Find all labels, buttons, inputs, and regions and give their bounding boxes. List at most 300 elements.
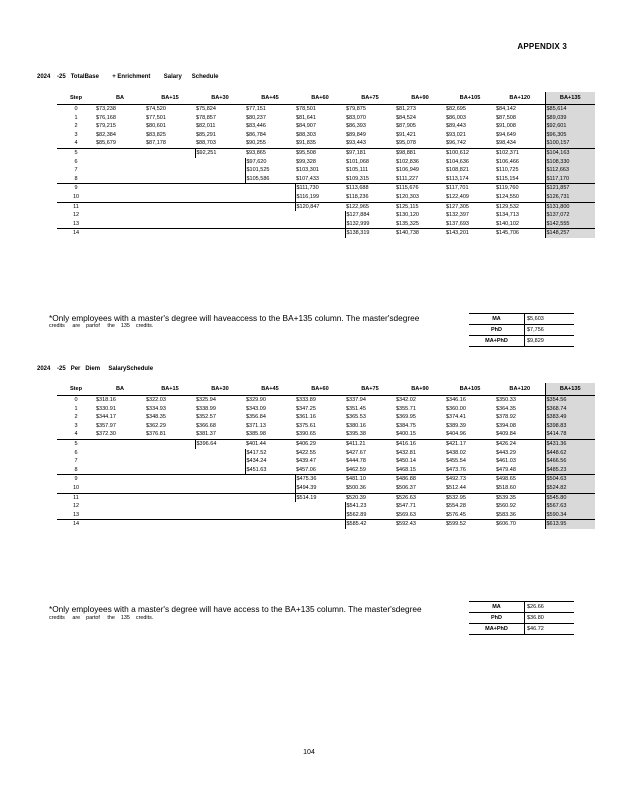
salary-cell: $462.59 <box>345 466 395 475</box>
table-row <box>57 229 595 238</box>
salary-cell: $448.62 <box>545 449 595 458</box>
salary-cell: $348.35 <box>146 414 166 421</box>
salary-cell: $426.24 <box>496 440 516 447</box>
salary-cell: $364.35 <box>496 405 516 412</box>
salary-cell <box>245 475 295 484</box>
salary-cell: $398.83 <box>545 422 595 431</box>
salary-cell: $362.29 <box>146 422 166 429</box>
stipend-label: MA+PhD <box>469 336 525 347</box>
salary-cell <box>95 439 145 448</box>
salary-cell <box>195 211 245 220</box>
salary-cell: $357.97 <box>96 422 116 429</box>
salary-cell <box>145 475 195 484</box>
salary-cell: $134,713 <box>496 212 519 219</box>
salary-cell: $333.89 <box>296 397 316 403</box>
stipend-value: $7,756 <box>525 325 575 336</box>
salary-cell <box>195 493 245 502</box>
step-cell: 9 <box>74 185 78 192</box>
salary-cell <box>195 466 245 475</box>
salary-cell <box>295 220 345 229</box>
salary-cell: $112,663 <box>545 166 595 175</box>
column-header: BA+135 <box>545 383 595 396</box>
salary-cell: $101,525 <box>245 166 295 175</box>
salary-cell: $132,999 <box>345 220 395 229</box>
salary-cell: $374.41 <box>446 414 466 421</box>
salary-cell: $409.84 <box>495 430 545 439</box>
column-header: BA <box>95 383 145 396</box>
salary-cell: $105,111 <box>346 167 369 174</box>
salary-cell: $466.56 <box>545 457 595 466</box>
salary-cell: $337.94 <box>346 397 366 403</box>
stipend-value: $26.66 <box>525 602 575 613</box>
salary-cell <box>195 520 245 529</box>
salary-cell <box>245 220 295 229</box>
salary-cell: $102,371 <box>496 149 519 156</box>
salary-cell: $93,443 <box>345 139 395 148</box>
salary-cell: $351.45 <box>346 405 366 412</box>
salary-cell <box>195 502 245 511</box>
salary-cell: $80,601 <box>146 123 166 130</box>
salary-cell: $89,443 <box>446 123 466 130</box>
step-cell: 2 <box>74 414 78 421</box>
step-cell: 1 <box>74 114 78 121</box>
salary-cell <box>95 475 145 484</box>
table-row <box>57 184 595 193</box>
table-row <box>57 439 595 448</box>
salary-cell: $105,586 <box>245 175 295 184</box>
step-cell: 14 <box>72 230 80 237</box>
salary-cell: $576.45 <box>445 511 495 520</box>
salary-cell: $132,397 <box>446 212 469 219</box>
salary-cell: $85,679 <box>95 139 145 148</box>
salary-cell <box>95 211 145 220</box>
table-row <box>57 105 595 114</box>
step-cell: 4 <box>57 139 95 148</box>
salary-cell <box>195 175 245 184</box>
salary-cell <box>295 211 345 220</box>
salary-cell: $606.70 <box>496 521 516 528</box>
step-cell: 8 <box>57 175 95 184</box>
salary-cell: $356.84 <box>246 414 266 421</box>
salary-cell: $560.92 <box>496 503 516 510</box>
salary-cell <box>95 202 145 211</box>
salary-cell: $88,703 <box>195 139 245 148</box>
salary-cell <box>245 502 295 511</box>
salary-cell <box>95 175 145 184</box>
salary-cell: $113,688 <box>346 185 369 192</box>
salary-cell: $526.63 <box>396 494 416 501</box>
column-header: BA+30 <box>195 383 245 396</box>
salary-cell: $524.82 <box>545 484 595 493</box>
salary-cell <box>245 484 295 493</box>
per-diem-note-line2: credits are partof the 135 credits. <box>49 615 154 621</box>
salary-cell: $338.99 <box>196 405 216 412</box>
table-row <box>57 122 595 131</box>
salary-cell: $512.44 <box>445 484 495 493</box>
salary-cell <box>195 475 245 484</box>
salary-cell: $592.43 <box>396 521 416 528</box>
salary-cell: $87,508 <box>496 114 516 121</box>
salary-cell: $78,501 <box>296 106 316 112</box>
step-cell: 0 <box>74 397 78 403</box>
column-header: BA+105 <box>445 92 495 105</box>
salary-cell <box>195 158 245 167</box>
salary-cell: $122,965 <box>346 203 369 210</box>
salary-cell: $411.21 <box>346 440 366 447</box>
salary-cell: $329.90 <box>246 397 266 403</box>
salary-cell <box>195 166 245 175</box>
salary-cell: $96,742 <box>445 139 495 148</box>
salary-cell: $97,181 <box>346 149 366 156</box>
salary-cell: $78,857 <box>196 114 216 121</box>
step-cell: 5 <box>74 149 78 156</box>
step-cell: 1 <box>74 405 78 412</box>
salary-cell: $81,273 <box>396 106 416 112</box>
salary-cell: $432.81 <box>396 449 416 456</box>
salary-cell <box>145 211 195 220</box>
step-cell: 4 <box>57 430 95 439</box>
salary-cell <box>145 439 195 448</box>
salary-cell: $92,251 <box>195 148 245 157</box>
salary-cell: $422.55 <box>296 449 316 456</box>
step-cell: 11 <box>73 203 79 210</box>
salary-cell: $506.37 <box>395 484 445 493</box>
step-cell: 7 <box>74 458 78 465</box>
salary-cell: $106,949 <box>396 167 419 174</box>
salary-cell: $486.88 <box>396 476 416 483</box>
stipend-row <box>469 613 574 624</box>
salary-cell: $115,154 <box>495 175 545 184</box>
step-cell: 12 <box>72 212 80 219</box>
stipend-value: $9,829 <box>525 336 575 347</box>
salary-cell: $547.71 <box>396 503 416 510</box>
table-row <box>57 405 595 414</box>
salary-cell: $91,008 <box>496 123 516 130</box>
salary-cell: $498.65 <box>496 476 516 483</box>
salary-cell: $121,857 <box>545 184 595 193</box>
salary-cell: $83,446 <box>246 123 266 130</box>
salary-cell: $98,881 <box>396 149 416 156</box>
salary-cell: $520.39 <box>346 494 366 501</box>
table-row <box>57 220 595 229</box>
salary-cell: $142,555 <box>545 220 595 229</box>
salary-cell: $479.48 <box>495 466 545 475</box>
salary-cell: $87,178 <box>145 139 195 148</box>
stipend-label: PhD <box>469 613 525 624</box>
salary-cell: $110,725 <box>496 167 519 174</box>
table-row <box>57 449 595 458</box>
salary-cell: $461.03 <box>496 458 516 465</box>
salary-cell: $372.30 <box>95 430 145 439</box>
salary-cell: $102,836 <box>396 158 419 165</box>
salary-cell: $541.23 <box>345 502 395 511</box>
salary-cell: $100,612 <box>446 149 469 156</box>
salary-cell: $380.16 <box>346 422 366 429</box>
salary-cell: $108,330 <box>545 158 595 167</box>
salary-cell: $85,291 <box>196 131 216 138</box>
salary-cell: $613.95 <box>545 520 595 529</box>
salary-cell: $81,641 <box>296 114 316 121</box>
salary-cell: $79,875 <box>346 106 366 112</box>
salary-cell: $361.16 <box>296 414 316 421</box>
salary-cell: $86,003 <box>446 114 466 121</box>
salary-cell: $124,550 <box>495 193 545 202</box>
salary-cell: $347.25 <box>296 405 316 412</box>
salary-cell: $82,384 <box>96 131 116 138</box>
salary-cell: $108,821 <box>446 167 469 174</box>
salary-cell <box>295 502 345 511</box>
salary-cell: $368.74 <box>545 405 595 414</box>
salary-cell <box>95 193 145 202</box>
salary-cell: $492.73 <box>446 476 466 483</box>
per-diem-schedule-title: 2024 -25 Per Diem SalarySchedule <box>37 366 154 372</box>
salary-cell: $127,884 <box>345 211 395 220</box>
table-row <box>57 175 595 184</box>
salary-cell: $106,466 <box>496 158 519 165</box>
salary-cell: $384.75 <box>396 422 416 429</box>
salary-cell: $120,847 <box>295 202 345 211</box>
stipend-row <box>469 624 574 635</box>
step-cell: 3 <box>74 422 78 429</box>
salary-cell: $468.15 <box>395 466 445 475</box>
salary-cell: $385.98 <box>245 430 295 439</box>
salary-cell: $371.13 <box>246 422 266 429</box>
step-cell: 11 <box>73 494 79 501</box>
stipend-value: $36.80 <box>525 613 575 624</box>
salary-cell: $93,021 <box>446 131 466 138</box>
salary-cell: $390.65 <box>295 430 345 439</box>
salary-cell: $350.33 <box>496 397 516 403</box>
salary-cell: $91,421 <box>396 131 416 138</box>
salary-cell: $117,170 <box>545 175 595 184</box>
salary-cell <box>195 193 245 202</box>
step-cell: 8 <box>57 466 95 475</box>
table-row <box>57 413 595 422</box>
salary-cell: $113,174 <box>445 175 495 184</box>
salary-cell: $138,319 <box>345 229 395 238</box>
per-diem-schedule-table <box>57 383 595 529</box>
salary-cell: $140,738 <box>396 230 419 237</box>
salary-cell <box>295 229 345 238</box>
salary-cell <box>95 484 145 493</box>
step-cell: 7 <box>74 167 78 174</box>
table-row <box>57 493 595 502</box>
salary-cell: $98,434 <box>495 139 545 148</box>
salary-cell: $90,255 <box>245 139 295 148</box>
table-row <box>57 466 595 475</box>
column-header: BA+75 <box>345 92 395 105</box>
salary-cell: $99,328 <box>296 158 316 165</box>
salary-cell: $360.00 <box>446 405 466 412</box>
table-row <box>57 114 595 123</box>
salary-cell: $95,078 <box>395 139 445 148</box>
salary-cell: $100,157 <box>545 139 595 148</box>
salary-cell: $82,011 <box>196 123 216 130</box>
salary-cell: $532.95 <box>446 494 466 501</box>
salary-cell <box>145 466 195 475</box>
column-header: BA+90 <box>395 92 445 105</box>
page-number: 104 <box>303 749 315 756</box>
stipend-row <box>469 314 574 325</box>
salary-cell: $375.61 <box>296 422 316 429</box>
salary-cell <box>195 511 245 520</box>
column-header: BA+120 <box>495 92 545 105</box>
salary-cell: $383.49 <box>545 413 595 422</box>
salary-note-line2: credits are partof the 135 credits. <box>49 323 154 329</box>
column-header: BA+15 <box>145 92 195 105</box>
table-row <box>57 457 595 466</box>
salary-cell: $545.80 <box>545 493 595 502</box>
salary-cell: $73,238 <box>96 106 116 112</box>
salary-cell: $366.68 <box>196 422 216 429</box>
stipend-label: MA <box>469 602 525 613</box>
salary-cell: $406.29 <box>296 440 316 447</box>
salary-cell: $122,409 <box>445 193 495 202</box>
salary-cell: $86,784 <box>246 131 266 138</box>
column-header: BA+75 <box>345 383 395 396</box>
salary-cell: $140,102 <box>495 220 545 229</box>
salary-cell: $481.10 <box>346 476 366 483</box>
salary-cell: $84,907 <box>296 123 316 130</box>
salary-cell <box>245 493 295 502</box>
salary-cell: $417.52 <box>245 449 295 458</box>
salary-cell: $346.16 <box>446 397 466 403</box>
salary-cell: $389.39 <box>446 422 466 429</box>
column-header: BA+45 <box>245 383 295 396</box>
salary-cell: $457.06 <box>295 466 345 475</box>
salary-cell <box>145 202 195 211</box>
column-header: BA+90 <box>395 383 445 396</box>
column-header: Step <box>57 92 95 105</box>
per-diem-note-line1: *Only employees with a master's degree will have access to the BA+135 column. The master'sdegree <box>49 604 422 614</box>
salary-cell <box>145 502 195 511</box>
step-cell: 12 <box>72 503 80 510</box>
salary-cell: $569.63 <box>395 511 445 520</box>
table-row <box>57 475 595 484</box>
salary-cell <box>95 229 145 238</box>
salary-cell: $75,824 <box>196 106 216 112</box>
salary-cell: $109,315 <box>345 175 395 184</box>
column-header: BA <box>95 92 145 105</box>
salary-cell: $318.16 <box>96 397 116 403</box>
step-cell: 10 <box>57 484 95 493</box>
salary-cell: $129,532 <box>496 203 519 210</box>
stipend-row <box>469 325 574 336</box>
salary-cell: $84,524 <box>396 114 416 121</box>
salary-cell: $567.63 <box>545 502 595 511</box>
column-header: BA+120 <box>495 383 545 396</box>
step-cell: 6 <box>74 449 78 456</box>
salary-cell: $116,199 <box>295 193 345 202</box>
column-header: BA+60 <box>295 383 345 396</box>
salary-cell: $416.16 <box>396 440 416 447</box>
salary-cell: $585.42 <box>345 520 395 529</box>
salary-cell: $95,508 <box>296 149 316 156</box>
salary-cell <box>195 449 245 458</box>
salary-cell <box>145 493 195 502</box>
salary-cell: $404.96 <box>445 430 495 439</box>
salary-cell: $115,676 <box>396 185 419 192</box>
stipend-label: PhD <box>469 325 525 336</box>
column-header: BA+105 <box>445 383 495 396</box>
salary-cell: $80,237 <box>246 114 266 121</box>
salary-cell: $111,227 <box>395 175 445 184</box>
salary-cell: $427.67 <box>346 449 366 456</box>
salary-cell <box>145 166 195 175</box>
salary-cell: $143,201 <box>446 230 469 237</box>
salary-cell: $117,701 <box>446 185 469 192</box>
salary-cell: $76,168 <box>96 114 116 121</box>
salary-cell: $473.76 <box>445 466 495 475</box>
salary-cell: $125,115 <box>396 203 419 210</box>
salary-cell: $590.34 <box>545 511 595 520</box>
salary-cell: $325.94 <box>196 397 216 403</box>
salary-cell: $126,731 <box>545 193 595 202</box>
table-row <box>57 484 595 493</box>
salary-cell: $77,151 <box>246 106 266 112</box>
salary-cell <box>245 511 295 520</box>
salary-cell <box>145 158 195 167</box>
salary-cell <box>95 502 145 511</box>
salary-cell: $421.17 <box>446 440 466 447</box>
step-cell: 10 <box>57 193 95 202</box>
salary-cell <box>295 511 345 520</box>
salary-cell: $450.14 <box>396 458 416 465</box>
salary-cell: $414.78 <box>545 430 595 439</box>
table-row <box>57 511 595 520</box>
column-header: BA+15 <box>145 383 195 396</box>
salary-cell: $455.54 <box>446 458 466 465</box>
stipend-label: MA <box>469 314 525 325</box>
salary-cell <box>145 184 195 193</box>
salary-cell <box>195 184 245 193</box>
salary-cell <box>145 148 195 157</box>
salary-cell <box>145 220 195 229</box>
salary-cell: $438.02 <box>446 449 466 456</box>
salary-cell: $148,257 <box>545 229 595 238</box>
salary-cell: $85,614 <box>545 105 595 114</box>
salary-cell <box>195 229 245 238</box>
salary-cell <box>245 211 295 220</box>
salary-cell: $94,649 <box>496 131 516 138</box>
salary-cell: $97,620 <box>245 158 295 167</box>
salary-cell <box>95 158 145 167</box>
salary-cell: $439.47 <box>296 458 316 465</box>
salary-cell: $554.28 <box>446 503 466 510</box>
salary-cell <box>295 520 345 529</box>
salary-cell: $79,215 <box>96 123 116 130</box>
salary-cell: $355.71 <box>396 405 416 412</box>
salary-cell: $83,070 <box>346 114 366 121</box>
salary-cell <box>145 449 195 458</box>
step-cell: 13 <box>57 511 95 520</box>
salary-cell: $352.57 <box>196 414 216 421</box>
salary-cell: $334.93 <box>146 405 166 412</box>
salary-cell <box>245 193 295 202</box>
salary-cell: $127,305 <box>446 203 469 210</box>
table-row <box>57 158 595 167</box>
salary-cell: $344.17 <box>96 414 116 421</box>
salary-cell <box>145 175 195 184</box>
column-header: BA+30 <box>195 92 245 105</box>
salary-cell <box>95 220 145 229</box>
salary-cell <box>245 202 295 211</box>
salary-cell: $330.91 <box>96 405 116 412</box>
salary-cell: $396.64 <box>195 439 245 448</box>
salary-cell: $92,601 <box>545 122 595 131</box>
salary-cell: $88,303 <box>296 131 316 138</box>
salary-cell: $369.95 <box>396 414 416 421</box>
